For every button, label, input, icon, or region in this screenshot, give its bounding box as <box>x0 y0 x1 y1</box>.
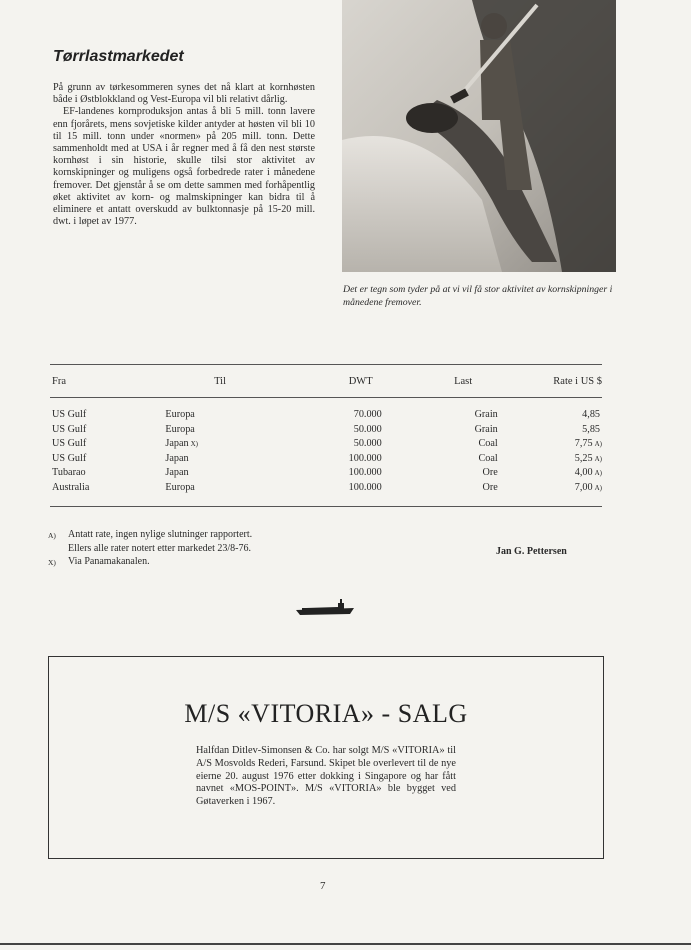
cell-last-value: Grain <box>474 423 498 435</box>
cell-last <box>382 466 498 481</box>
column-header-rate: Rate i US $ <box>553 375 602 387</box>
cell-fra <box>50 481 145 496</box>
cell-til-value: Japan <box>165 438 189 450</box>
cell-fra-value: US Gulf <box>52 409 87 420</box>
table-row <box>50 452 602 467</box>
note-line <box>48 528 252 542</box>
table-notes <box>48 528 252 569</box>
sale-text: Halfdan Ditlev-Simonsen & Co. har solgt M/S «VITORIA» til A/S Mosvolds Rederi, Farsund. Skipet ble overlevert til de nye eierne 20. august 1976 etter dokking i Singapore og har fått navnet «MOS-POINT». M/S «VITORIA» ble bygget ved Gøtaverken i 1967. <box>196 745 456 808</box>
note-mark: X) <box>48 558 56 567</box>
cell-fra-value: Australia <box>52 481 90 493</box>
bottom-rule <box>0 943 691 945</box>
cell-dwt <box>313 437 382 452</box>
article-heading: Tørrlastmarkedet <box>53 48 184 65</box>
cell-til-value: Japan <box>165 467 189 479</box>
cell-rate-mark: A) <box>594 469 602 478</box>
cell-rate-mark: A) <box>594 454 602 463</box>
harbor-worker-photo <box>342 0 616 272</box>
cell-til-mark: X) <box>190 440 198 449</box>
cell-til <box>145 423 313 438</box>
cell-rate <box>498 481 602 496</box>
cell-last <box>382 408 498 423</box>
cell-rate <box>498 437 602 452</box>
cell-dwt-value: 50.000 <box>353 423 382 435</box>
cell-rate-value: 5,85 <box>582 423 600 435</box>
cell-fra <box>50 466 145 481</box>
cell-rate <box>498 423 602 438</box>
cell-fra <box>50 408 145 423</box>
cell-dwt-value: 50.000 <box>353 438 382 450</box>
ship-icon <box>294 594 358 618</box>
table-body <box>50 398 602 507</box>
article-paragraph: På grunn av tørkesommeren synes det nå klart at kornhøsten både i Østblokkland og Vest-Europa vil bli relativt dårlig. <box>53 82 315 106</box>
cell-dwt-value: 100.000 <box>348 467 382 479</box>
cell-last <box>382 423 498 438</box>
cell-fra-value: US Gulf <box>52 452 87 464</box>
cell-last-value: Grain <box>474 409 498 420</box>
note-text: Antatt rate, ingen nylige slutninger rapportert. <box>68 529 253 540</box>
cell-last-value: Ore <box>482 481 498 493</box>
page-number: 7 <box>320 880 326 892</box>
table-row <box>50 481 602 496</box>
cell-rate-mark: A) <box>594 440 602 449</box>
note-line <box>48 555 252 569</box>
cell-last-value: Coal <box>478 438 498 450</box>
note-mark <box>48 542 68 555</box>
column-header-fra: Fra <box>52 375 66 387</box>
cell-til-value: Japan <box>165 452 189 464</box>
cell-rate <box>498 452 602 467</box>
cell-rate-value: 4,85 <box>582 409 600 420</box>
cell-rate-value: 7,75 <box>574 438 593 450</box>
cell-dwt <box>313 423 382 438</box>
author-name: Jan G. Pettersen <box>496 546 567 557</box>
cell-fra-value: US Gulf <box>52 423 87 435</box>
cell-dwt-value: 70.000 <box>353 409 382 420</box>
cell-fra-value: US Gulf <box>52 438 87 450</box>
photo-caption: Det er tegn som tyder på at vi vil få stor aktivitet av kornskipninger i månedene fremover. <box>343 284 613 308</box>
table-row <box>50 408 602 423</box>
cell-dwt-value: 100.000 <box>348 481 382 493</box>
note-mark: A) <box>48 531 56 540</box>
article-body <box>53 82 315 228</box>
cell-dwt <box>313 452 382 467</box>
cell-til <box>145 437 313 452</box>
table-row <box>50 423 602 438</box>
cell-last-value: Ore <box>482 467 498 479</box>
cell-dwt-value: 100.000 <box>348 452 382 464</box>
cell-rate-value: 4,00 <box>574 467 593 479</box>
column-header-last: Last <box>454 375 473 387</box>
cell-fra <box>50 423 145 438</box>
freight-rates-table <box>50 364 602 507</box>
cell-dwt <box>313 481 382 496</box>
cell-til <box>145 466 313 481</box>
cell-dwt <box>313 408 382 423</box>
cell-rate-value: 7,00 <box>574 481 593 493</box>
cell-til-value: Europa <box>165 423 195 435</box>
article-paragraph: EF-landenes kornproduksjon antas å bli 5 mill. tonn lavere enn fjorårets, mens sovjetiske kilder antyder at høsten vil bli 10 til 15 mill. tonn under «normen» på 205 mill. tonn. Dette sammenholdt med at USA i år regner med å få den nest største kornhøst i sin historie, skulle tilsi stor aktivitet av kornskipninger og muligens også forbedrede rater i månedene fremover. Det gjenstår å se om dette sammen med forhåpentlig øket aktivitet av korn- og malmskipninger kan bidra til å eliminere et antatt overskudd av bulktonnasje på 15-20 mill. dwt. i løpet av 1977. <box>53 106 315 228</box>
cell-til-value: Europa <box>165 481 195 493</box>
table-row <box>50 437 602 452</box>
cell-last <box>382 481 498 496</box>
table-row <box>50 466 602 481</box>
cell-rate <box>498 408 602 423</box>
cell-rate-value: 5,25 <box>574 452 593 464</box>
sale-title: M/S «VITORIA» - SALG <box>184 699 468 728</box>
sale-notice-box <box>48 656 604 859</box>
cell-fra <box>50 452 145 467</box>
cell-til-value: Europa <box>165 409 195 420</box>
note-text: Ellers alle rater notert etter markedet 23/8-76. <box>68 543 251 554</box>
cell-dwt <box>313 466 382 481</box>
column-header-til: Til <box>214 375 226 387</box>
table-header-row <box>50 365 602 398</box>
cell-last <box>382 437 498 452</box>
cell-fra-value: Tubarao <box>52 467 86 479</box>
column-header-dwt: DWT <box>348 375 373 387</box>
cell-rate <box>498 466 602 481</box>
cell-fra <box>50 437 145 452</box>
note-line <box>48 542 252 555</box>
cell-rate-mark: A) <box>594 483 602 492</box>
cell-last <box>382 452 498 467</box>
note-text: Via Panamakanalen. <box>68 556 150 567</box>
cell-last-value: Coal <box>478 452 498 464</box>
cell-til <box>145 408 313 423</box>
cell-til <box>145 452 313 467</box>
cell-til <box>145 481 313 496</box>
